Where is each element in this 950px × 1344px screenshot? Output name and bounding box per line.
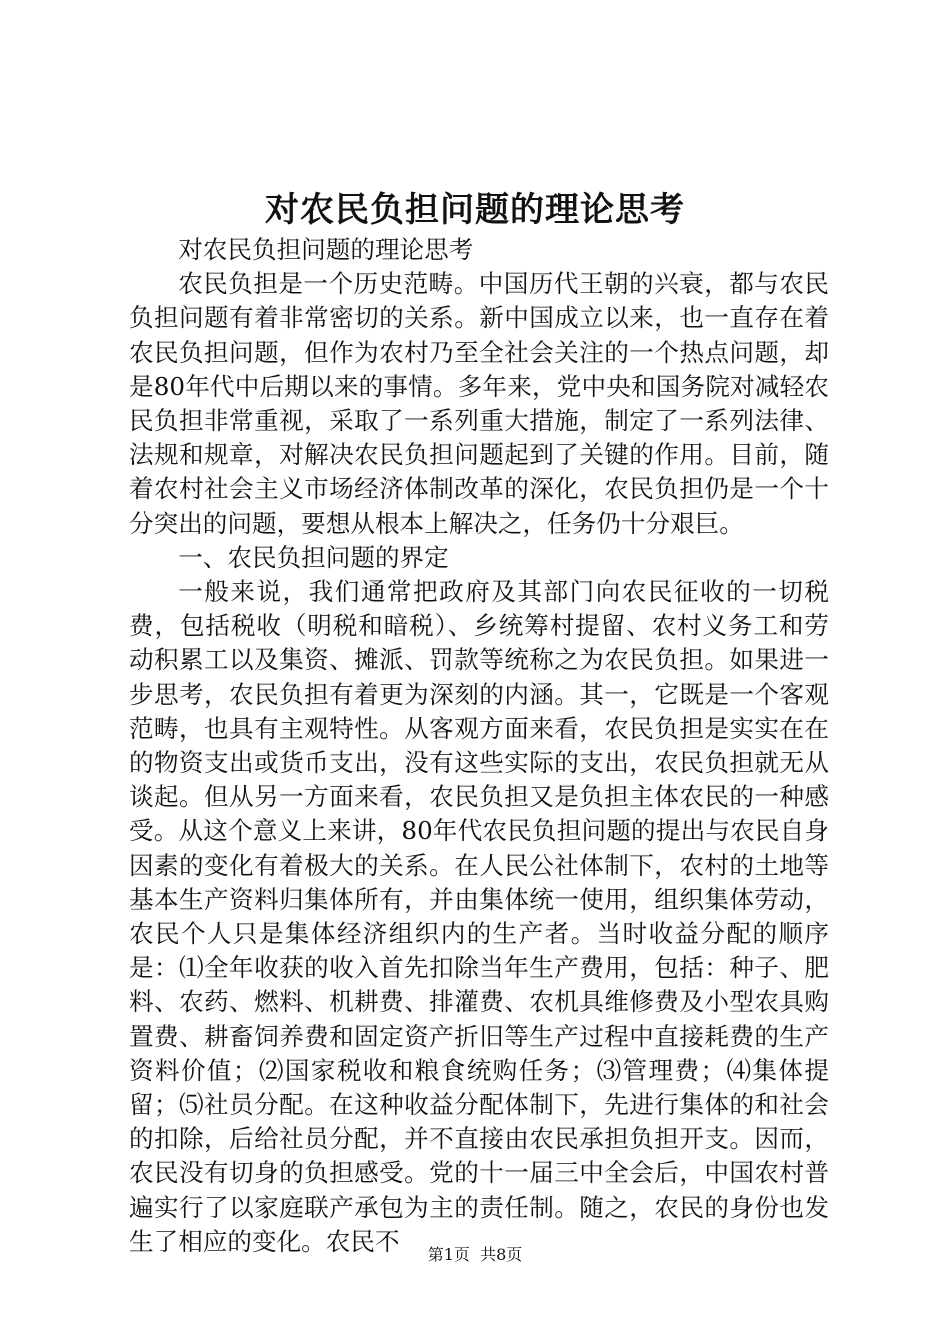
section-heading: 一、农民负担问题的界定 <box>178 542 449 572</box>
paragraph-subtitle: 对农民负担问题的理论思考 <box>178 235 474 264</box>
document-body <box>129 233 829 1259</box>
paragraph-intro: 农民负担是一个历史范畴。中国历代王朝的兴衰，都与农民负担问题有着非常密切的关系。新中国成立以来，也一直存在着农民负担问题，但作为农村乃至全社会关注的一个热点问题，却是80年代中后期以来的事情。多年来，党中央和国务院对减轻农民负担非常重视，采取了一系列重大措施，制定了一系列法律、法规和规章，对解决农民负担问题起到了关键的作用。目前，随着农村社会主义市场经济体制改革的深化，农民负担仍是一个十分突出的问题，要想从根本上解决之，任务仍十分艰巨。 <box>129 269 829 538</box>
paragraph-definition: 一般来说，我们通常把政府及其部门向农民征收的一切税费，包括税收（明税和暗税）、乡统筹村提留、农村义务工和劳动积累工以及集资、摊派、罚款等统称之为农民负担。如果进一步思考，农民负担有着更为深刻的内涵。其一，它既是一个客观范畴，也具有主观特性。从客观方面来看，农民负担是实实在在的物资支出或货币支出，没有这些实际的支出，农民负担就无从谈起。但从另一方面来看，农民负担又是负担主体农民的一种感受。从这个意义上来讲，80年代农民负担问题的提出与农民自身因素的变化有着极大的关系。在人民公社体制下，农村的土地等基本生产资料归集体所有，并由集体统一使用，组织集体劳动，农民个人只是集体经济组织内的生产者。当时收益分配的顺序是：⑴全年收获的收入首先扣除当年生产费用，包括：种子、肥料、农药、燃料、机耕费、排灌费、农机具维修费及小型农具购置费、耕畜饲养费和固定资产折旧等生产过程中直接耗费的生产资料价值；⑵国家税收和粮食统购任务；⑶管理费；⑷集体提留；⑸社员分配。在这种收益分配体制下，先进行集体的和社会的扣除，后给社员分配，并不直接由农民承担负担开支。因而，农民没有切身的负担感受。党的十一届三中全会后，中国农村普遍实行了以家庭联产承包为主的责任制。随之，农民的身份也发生了相应的变化。农民不 <box>129 577 829 1256</box>
page-footer <box>0 1244 950 1266</box>
page-total: 共8页 <box>480 1245 523 1264</box>
document-title: 对农民负担问题的理论思考 <box>265 190 685 230</box>
page-number: 第1页 <box>427 1245 470 1264</box>
